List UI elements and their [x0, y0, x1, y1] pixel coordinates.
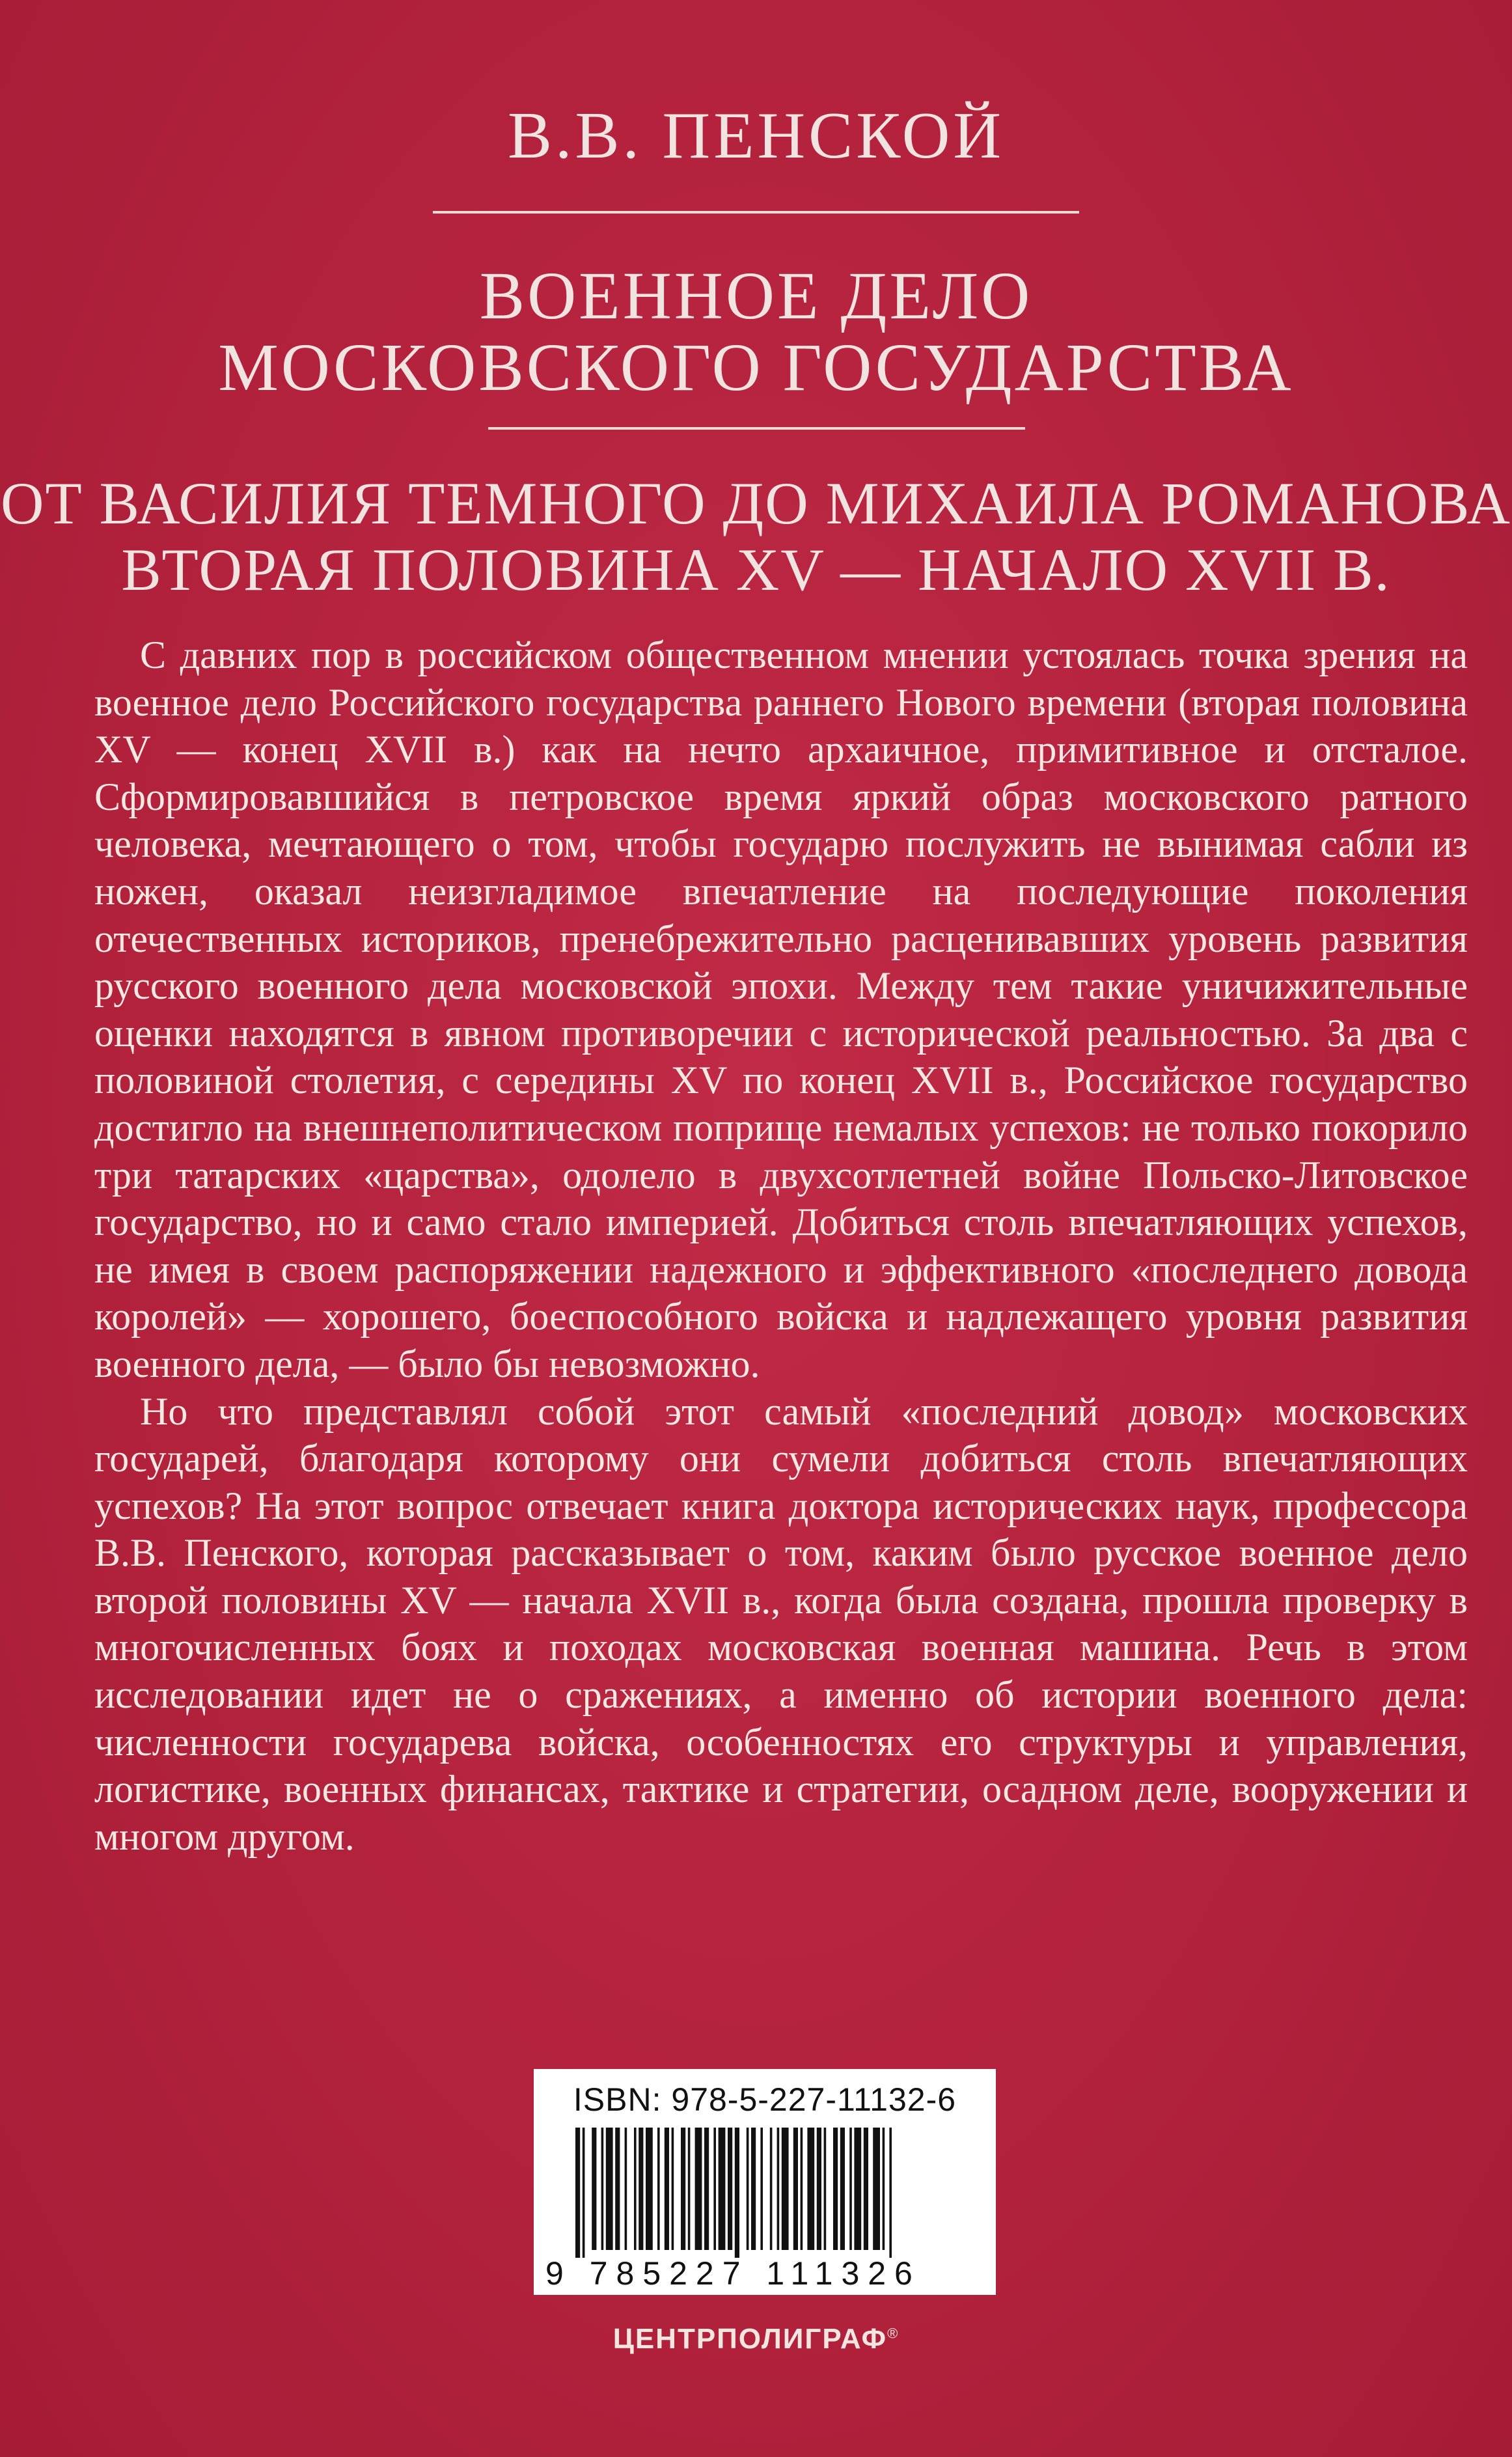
barcode-bar: [777, 2128, 780, 2250]
barcode-bar: [601, 2128, 604, 2250]
publisher-name: ЦЕНТРПОЛИГРАФ: [612, 2323, 888, 2355]
divider-middle: [488, 427, 1025, 430]
barcode-bar: [592, 2128, 596, 2250]
barcode-bar: [713, 2128, 716, 2250]
barcode-bar: [833, 2128, 838, 2250]
barcode-bar: [657, 2128, 660, 2250]
barcode-bar: [889, 2128, 892, 2258]
barcode-bar: [864, 2128, 868, 2250]
barcode-bar: [873, 2128, 880, 2250]
publisher-logo: [0, 2323, 1512, 2355]
registered-mark: ®: [887, 2325, 900, 2342]
barcode-bar: [634, 2128, 637, 2250]
barcode-bar: [782, 2128, 789, 2250]
barcode-panel: [534, 2069, 996, 2295]
barcode-bar: [688, 2128, 691, 2250]
barcode-graphic: [573, 2128, 976, 2258]
barcode-bar: [824, 2128, 827, 2250]
subtitle-line-1: ОТ ВАСИЛИЯ ТЕМНОГО ДО МИХАИЛА РОМАНОВА: [1, 470, 1511, 536]
ean-digits: 9 785227 111326: [545, 2255, 921, 2292]
barcode-bar: [760, 2128, 763, 2250]
title-line-2: МОСКОВСКОГО ГОСУДАРСТВА: [218, 330, 1294, 405]
barcode-bar: [575, 2128, 580, 2258]
book-description: [94, 632, 1468, 1860]
barcode-bar: [704, 2128, 709, 2250]
barcode-bar: [728, 2128, 732, 2250]
barcode-bar: [854, 2128, 861, 2250]
barcode-bar: [646, 2128, 653, 2250]
barcode-bar: [625, 2128, 627, 2250]
barcode-bar: [793, 2128, 798, 2250]
barcode-bars: [573, 2128, 976, 2258]
barcode-bar: [672, 2128, 674, 2250]
description-paragraph-1: С давних пор в российском общественном мнении устоялась точка зрения на военное дело Российского государства раннего Нового времени (вторая половина XV — конец XVII в.) как на нечто архаичное, примитивное и отсталое. Сформировавшийся в петровское время яркий образ московского ратного человека, мечтающего о том, чтобы государю послужить не вынимая сабли из ножен, оказал неизгладимое впечатление на последующие поколения отечественных историков, пренебрежительно расценивавших уровень развития русского военного дела московской эпохи. Между тем такие уничижительные оценки находятся в явном противоречии с исторической реальностью. За два с половиной столетия, с середины XV по конец XVII в., Российское государство достигло на внешнеполитическом поприще немалых успехов: не только покорило три татарских «царства», одолело в двухсотлетней войне Польско-Литовское государство, но и само стало империей. Добиться столь впечатляющих успехов, не имея в своем распоряжении надежного и эффективного «последнего довода королей» — хорошего, боеспособного войска и надлежащего уровня развития военного дела, — было бы невозможно.: [94, 633, 1468, 1385]
barcode-bar: [681, 2128, 685, 2250]
barcode-bar: [695, 2128, 702, 2250]
barcode-bar: [801, 2128, 803, 2250]
barcode-bar: [747, 2128, 749, 2250]
barcode-bar: [751, 2128, 756, 2250]
subtitle-line-2: ВТОРАЯ ПОЛОВИНА XV — НАЧАЛО XVII В.: [121, 536, 1391, 603]
barcode-bar: [849, 2128, 852, 2250]
barcode-bar: [840, 2128, 845, 2250]
barcode-bar: [735, 2128, 739, 2258]
barcode-bar: [883, 2128, 885, 2250]
barcode-bar: [615, 2128, 620, 2250]
author-name: В.В. ПЕНСКОЙ: [507, 99, 1005, 173]
title-line-1: ВОЕННОЕ ДЕЛО: [479, 258, 1033, 333]
barcode-bar: [665, 2128, 669, 2250]
barcode-bar: [719, 2128, 726, 2250]
barcode-bar: [606, 2128, 613, 2250]
barcode-bar: [770, 2128, 773, 2250]
isbn-label: ISBN: 978-5-227-11132-6: [573, 2081, 957, 2118]
description-paragraph-2: Но что представлял собой этот самый «последний довод» московских государей, благодаря которому они сумели добиться столь впечатляющих успехов? На этот вопрос отвечает книга доктора исторических наук, профессора В.В. Пенского, которая рассказывает о том, каким было русское военное дело второй половины XV — начала XVII в., когда была создана, прошла проверку в многочисленных боях и походах московская военная машина. Речь в этом исследовании идет не о сражениях, а именно об истории военного дела: численности государева войска, особенностях его структуры и управления, логистике, военных финансах, тактике и стратегии, осадном деле, вооружении и многом другом.: [94, 1389, 1468, 1858]
barcode-bar: [583, 2128, 585, 2258]
barcode-bar: [639, 2128, 643, 2250]
barcode-bar: [817, 2128, 821, 2250]
divider-top: [433, 211, 1079, 214]
barcode-bar: [807, 2128, 814, 2250]
